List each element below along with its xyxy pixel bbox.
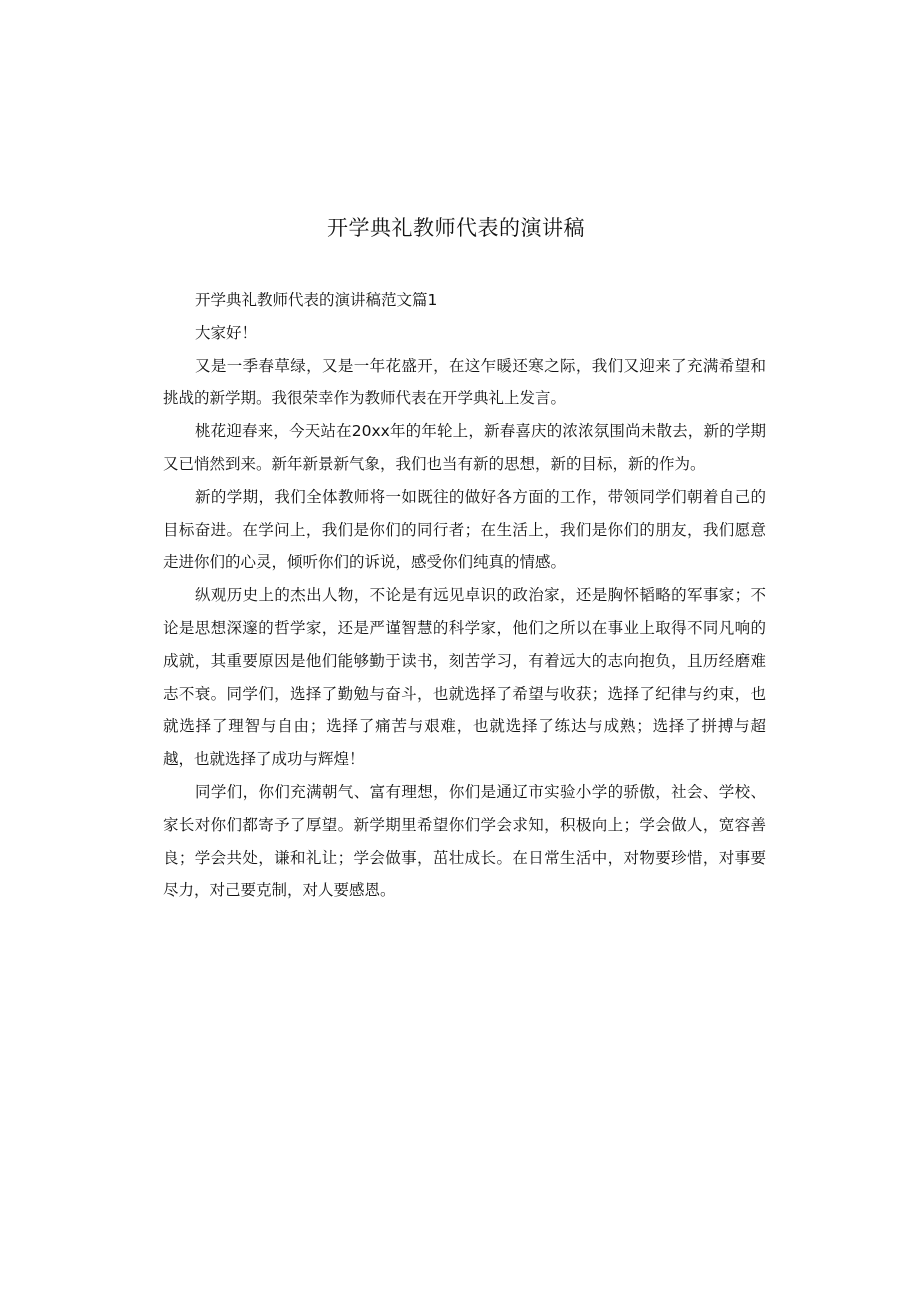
body-paragraph: 同学们，你们充满朝气、富有理想，你们是通辽市实验小学的骄傲，社会、学校、家长对你们都寄予了厚望。新学期里希望你们学会求知，积极向上；学会做人，宽容善良；学会共处，谦和礼让；学会做事，茁壮成长。在日常生活中，对物要珍惜，对事要尽力，对己要克制，对人要感恩。 bbox=[163, 782, 766, 900]
body-paragraph: 又是一季春草绿，又是一年花盛开，在这乍暖还寒之际，我们又迎来了充满希望和挑战的新学期。我很荣幸作为教师代表在开学典礼上发言。 bbox=[163, 356, 766, 408]
body-paragraph: 纵观历史上的杰出人物，不论是有远见卓识的政治家，还是胸怀韬略的军事家；不论是思想深邃的哲学家，还是严谨智慧的科学家，他们之所以在事业上取得不同凡响的成就，其重要原因是他们能够勤于读书，刻苦学习，有着远大的志向抱负，且历经磨难志不衰。同学们，选择了勤勉与奋斗，也就选择了希望与收获；选择了纪律与约束，也就选择了理智与自由；选择了痛苦与艰难，也就选择了练达与成熟；选择了拼搏与超越，也就选择了成功与辉煌！ bbox=[163, 586, 766, 769]
document-title: 开学典礼教师代表的演讲稿 bbox=[327, 216, 585, 240]
greeting-paragraph: 大家好！ bbox=[195, 323, 258, 342]
body-paragraph: 桃花迎春来，今天站在20xx年的年轮上，新春喜庆的浓浓氛围尚未散去，新的学期又已悄然到来。新年新景新气象，我们也当有新的思想，新的目标，新的作为。 bbox=[163, 422, 766, 473]
section-heading: 开学典礼教师代表的演讲稿范文篇1 bbox=[195, 291, 438, 309]
document-body bbox=[163, 284, 766, 907]
body-paragraph: 新的学期，我们全体教师将一如既往的做好各方面的工作，带领同学们朝着自己的目标奋进。在学问上，我们是你们的同行者；在生活上，我们是你们的朋友，我们愿意走进你们的心灵，倾听你们的诉说，感受你们纯真的情感。 bbox=[163, 487, 766, 572]
